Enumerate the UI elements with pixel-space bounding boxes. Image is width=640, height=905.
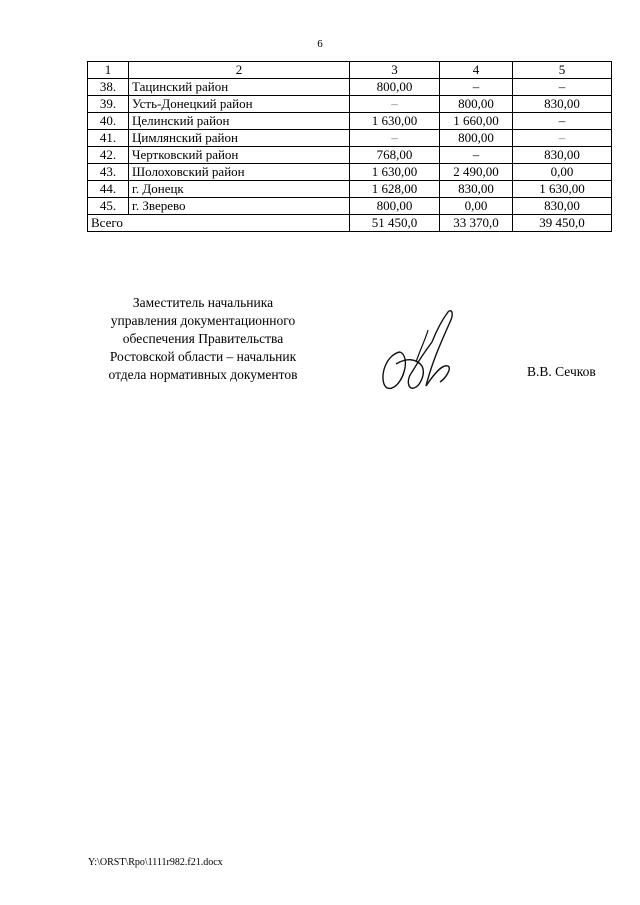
row-number: 44.: [88, 181, 129, 198]
row-number: 45.: [88, 198, 129, 215]
row-col3: 800,00: [350, 198, 440, 215]
table-row: [88, 164, 612, 181]
row-col4: 1 660,00: [440, 113, 513, 130]
signatory-title-line: Заместитель начальника: [132, 295, 274, 310]
row-col4: 2 490,00: [440, 164, 513, 181]
header-cell: 2: [129, 62, 350, 79]
total-label: Всего: [88, 215, 350, 232]
row-col5: 830,00: [513, 96, 612, 113]
table-row: [88, 198, 612, 215]
row-number: 39.: [88, 96, 129, 113]
row-name: Усть-Донецкий район: [129, 96, 350, 113]
total-col3: 51 450,0: [350, 215, 440, 232]
data-table: [87, 61, 612, 232]
row-name: г. Донецк: [129, 181, 350, 198]
row-name: Целинский район: [129, 113, 350, 130]
row-col3: 800,00: [350, 79, 440, 96]
row-col4: 0,00: [440, 198, 513, 215]
signatory-title-line: Ростовской области – начальник: [109, 349, 297, 364]
row-col4: 830,00: [440, 181, 513, 198]
handwritten-signature: [370, 302, 470, 402]
row-col5: –: [513, 79, 612, 96]
row-number: 42.: [88, 147, 129, 164]
signatory-name: В.В. Сечков: [527, 364, 596, 379]
page-number: 6: [317, 38, 323, 50]
row-number: 41.: [88, 130, 129, 147]
row-col3: 768,00: [350, 147, 440, 164]
row-col5: 1 630,00: [513, 181, 612, 198]
row-col5: –: [513, 130, 612, 147]
table-row: [88, 130, 612, 147]
row-col3: –: [350, 96, 440, 113]
row-name: Тацинский район: [129, 79, 350, 96]
row-col5: 830,00: [513, 198, 612, 215]
row-col5: –: [513, 113, 612, 130]
row-name: Шолоховский район: [129, 164, 350, 181]
row-number: 40.: [88, 113, 129, 130]
header-cell: 1: [88, 62, 129, 79]
signatory-title: [78, 294, 328, 384]
table-row: [88, 79, 612, 96]
table-total-row: [88, 215, 612, 232]
row-col3: 1 630,00: [350, 113, 440, 130]
row-col5: 830,00: [513, 147, 612, 164]
row-col4: 800,00: [440, 130, 513, 147]
table-row: [88, 113, 612, 130]
table-row: [88, 147, 612, 164]
signatory-title-line: обеспечения Правительства: [122, 331, 284, 346]
header-cell: 4: [440, 62, 513, 79]
table-row: [88, 96, 612, 113]
row-number: 43.: [88, 164, 129, 181]
row-col5: 0,00: [513, 164, 612, 181]
signatory-title-line: отдела нормативных документов: [108, 367, 298, 382]
header-cell: 3: [350, 62, 440, 79]
row-number: 38.: [88, 79, 129, 96]
row-col4: –: [440, 147, 513, 164]
row-name: Цимлянский район: [129, 130, 350, 147]
signatory-title-line: управления документационного: [110, 313, 296, 328]
row-col4: –: [440, 79, 513, 96]
row-col3: –: [350, 130, 440, 147]
total-col5: 39 450,0: [513, 215, 612, 232]
file-path: Y:\ORST\Rpo\1111r982.f21.docx: [88, 857, 223, 868]
row-name: Чертковский район: [129, 147, 350, 164]
table-row: [88, 181, 612, 198]
table-header-row: [88, 62, 612, 79]
row-col3: 1 628,00: [350, 181, 440, 198]
total-col4: 33 370,0: [440, 215, 513, 232]
header-cell: 5: [513, 62, 612, 79]
row-col4: 800,00: [440, 96, 513, 113]
row-name: г. Зверево: [129, 198, 350, 215]
row-col3: 1 630,00: [350, 164, 440, 181]
